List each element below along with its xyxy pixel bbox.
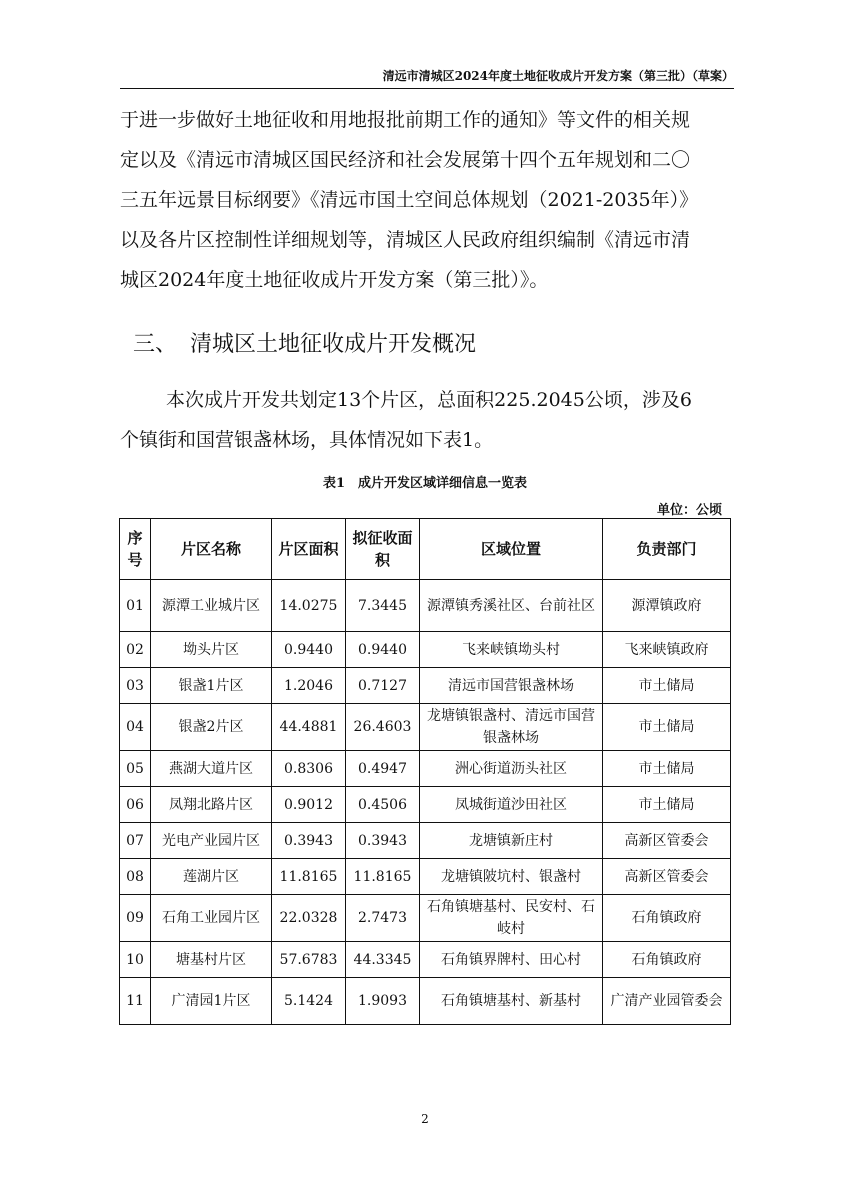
cell-area-name: 源潭工业城片区 (151, 580, 272, 632)
header-expropriation-size: 拟征收面积 (346, 519, 420, 580)
cell-index: 08 (120, 859, 151, 895)
cell-department: 市土储局 (603, 751, 731, 787)
header-area-name: 片区名称 (151, 519, 272, 580)
cell-location: 飞来峡镇坳头村 (420, 632, 603, 668)
table-row (120, 751, 731, 787)
cell-location: 龙塘镇新庄村 (420, 823, 603, 859)
table-row (120, 859, 731, 895)
section-number: 三、 (133, 332, 178, 357)
cell-expropriation-size: 2.7473 (346, 895, 420, 942)
cell-expropriation-size: 0.4506 (346, 787, 420, 823)
table-header-row (120, 519, 731, 580)
header-department: 负责部门 (603, 519, 731, 580)
cell-location: 洲心街道沥头社区 (420, 751, 603, 787)
header-location: 区域位置 (420, 519, 603, 580)
cell-department: 源潭镇政府 (603, 580, 731, 632)
cell-area-name: 银盏1片区 (151, 668, 272, 704)
cell-area-name: 凤翔北路片区 (151, 787, 272, 823)
cell-area-name: 燕湖大道片区 (151, 751, 272, 787)
cell-area-size: 0.3943 (272, 823, 346, 859)
cell-area-size: 1.2046 (272, 668, 346, 704)
table-row (120, 632, 731, 668)
cell-area-name: 塘基村片区 (151, 942, 272, 978)
cell-area-size: 22.0328 (272, 895, 346, 942)
cell-location: 石角镇塘基村、新基村 (420, 978, 603, 1025)
cell-department: 市土储局 (603, 668, 731, 704)
cell-expropriation-size: 7.3445 (346, 580, 420, 632)
table-unit: 单位：公顷 (656, 503, 722, 518)
cell-area-size: 0.9440 (272, 632, 346, 668)
cell-location: 凤城街道沙田社区 (420, 787, 603, 823)
cell-area-size: 57.6783 (272, 942, 346, 978)
cell-area-size: 5.1424 (272, 978, 346, 1025)
cell-department: 高新区管委会 (603, 823, 731, 859)
summary-line: 个镇街和国营银盏林场，具体情况如下表1。 (120, 429, 494, 451)
table-row (120, 668, 731, 704)
cell-index: 03 (120, 668, 151, 704)
intro-paragraph (120, 100, 730, 300)
cell-department: 飞来峡镇政府 (603, 632, 731, 668)
cell-expropriation-size: 0.7127 (346, 668, 420, 704)
cell-expropriation-size: 11.8165 (346, 859, 420, 895)
table-row (120, 978, 731, 1025)
cell-department: 高新区管委会 (603, 859, 731, 895)
cell-location: 龙塘镇银盏村、清远市国营银盏林场 (420, 704, 603, 751)
cell-area-name: 坳头片区 (151, 632, 272, 668)
cell-department: 市土储局 (603, 787, 731, 823)
cell-index: 05 (120, 751, 151, 787)
cell-department: 市土储局 (603, 704, 731, 751)
cell-expropriation-size: 26.4603 (346, 704, 420, 751)
cell-area-name: 银盏2片区 (151, 704, 272, 751)
cell-index: 04 (120, 704, 151, 751)
table-row (120, 895, 731, 942)
summary-paragraph (120, 380, 730, 460)
cell-location: 源潭镇秀溪社区、台前社区 (420, 580, 603, 632)
cell-index: 01 (120, 580, 151, 632)
table-row (120, 823, 731, 859)
cell-location: 清远市国营银盏林场 (420, 668, 603, 704)
section-heading (133, 327, 476, 358)
cell-location: 石角镇塘基村、民安村、石岐村 (420, 895, 603, 942)
intro-line: 于进一步做好土地征收和用地报批前期工作的通知》等文件的相关规 (120, 109, 691, 131)
cell-area-size: 11.8165 (272, 859, 346, 895)
table-caption: 表1 成片开发区域详细信息一览表 (322, 476, 528, 491)
table-row (120, 942, 731, 978)
cell-department: 广清产业园管委会 (603, 978, 731, 1025)
cell-index: 02 (120, 632, 151, 668)
table-row (120, 704, 731, 751)
cell-index: 11 (120, 978, 151, 1025)
cell-area-size: 0.9012 (272, 787, 346, 823)
cell-location: 石角镇界牌村、田心村 (420, 942, 603, 978)
page-number: 2 (421, 1112, 429, 1126)
development-area-table (119, 518, 731, 1025)
cell-expropriation-size: 44.3345 (346, 942, 420, 978)
cell-index: 07 (120, 823, 151, 859)
cell-department: 石角镇政府 (603, 942, 731, 978)
cell-area-name: 莲湖片区 (151, 859, 272, 895)
cell-area-size: 0.8306 (272, 751, 346, 787)
header-rule (120, 88, 734, 89)
cell-index: 06 (120, 787, 151, 823)
table-row (120, 580, 731, 632)
cell-index: 10 (120, 942, 151, 978)
section-title: 清城区土地征收成片开发概况 (190, 332, 477, 357)
page-header: 清远市清城区2024年度土地征收成片开发方案（第三批）（草案） (382, 69, 734, 83)
cell-area-size: 14.0275 (272, 580, 346, 632)
cell-index: 09 (120, 895, 151, 942)
cell-expropriation-size: 0.3943 (346, 823, 420, 859)
header-area-size: 片区面积 (272, 519, 346, 580)
cell-department: 石角镇政府 (603, 895, 731, 942)
cell-expropriation-size: 0.9440 (346, 632, 420, 668)
cell-area-name: 石角工业园片区 (151, 895, 272, 942)
cell-area-name: 光电产业园片区 (151, 823, 272, 859)
cell-expropriation-size: 0.4947 (346, 751, 420, 787)
cell-area-name: 广清园1片区 (151, 978, 272, 1025)
intro-line: 城区2024年度土地征收成片开发方案（第三批）》。 (120, 269, 549, 291)
summary-line: 本次成片开发共划定13个片区，总面积225.2045公顷，涉及6 (166, 389, 692, 411)
intro-line: 定以及《清远市清城区国民经济和社会发展第十四个五年规划和二〇 (120, 149, 691, 171)
cell-area-size: 44.4881 (272, 704, 346, 751)
intro-line: 三五年远景目标纲要》《清远市国土空间总体规划（2021-2035年）》 (120, 189, 699, 211)
cell-location: 龙塘镇陂坑村、银盏村 (420, 859, 603, 895)
header-index: 序号 (120, 519, 151, 580)
cell-expropriation-size: 1.9093 (346, 978, 420, 1025)
intro-line: 以及各片区控制性详细规划等，清城区人民政府组织编制《清远市清 (120, 229, 691, 251)
table-row (120, 787, 731, 823)
